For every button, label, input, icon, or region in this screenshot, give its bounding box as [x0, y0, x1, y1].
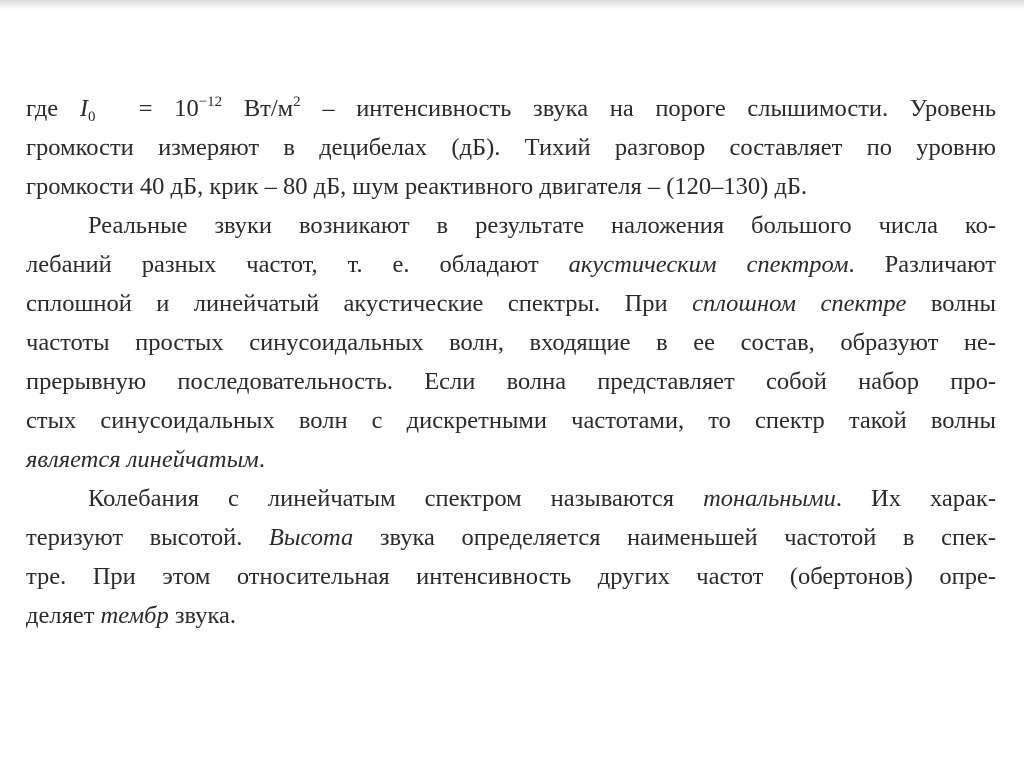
unit-exponent: 2	[293, 94, 301, 110]
term-pitch: Высота	[268, 524, 354, 551]
p3-line-4: деляет тембр звука.	[26, 602, 237, 629]
term-acoustic-spectrum: акустическим спектром	[568, 251, 849, 278]
p1-line-1: где $I_0 = 10^{-12}$ $Вт/м^2$ – интенсивность звука на пороге слышимости. Уровень	[26, 94, 997, 125]
intensity-symbol: I	[79, 95, 88, 122]
p2-line-2: лебаний разных частот, т. е. обладают акустическим спектром. Различают	[26, 251, 996, 278]
text-body	[26, 89, 996, 635]
p2-line-5: прерывную последовательность. Если волна представляет собой набор про-	[26, 368, 996, 395]
p1-line-3: громкости 40 дБ, крик – 80 дБ, шум реактивного двигателя – (120–130) дБ.	[26, 173, 808, 200]
intensity-subscript: 0	[87, 109, 96, 125]
p2-line-6: стых синусоидальных волн с дискретными частотами, то спектр такой волны	[26, 407, 996, 434]
p1-line-2: громкости измеряют в децибелах (дБ). Тихий разговор составляет по уровню	[26, 134, 996, 161]
p3-line-2: теризуют высотой. Высота звука определяется наименьшей частотой в спек-	[26, 524, 996, 551]
term-line-spectrum: является линейчатым	[26, 446, 259, 473]
term-timbre: тембр	[100, 602, 169, 629]
p2-line-7: является линейчатым.	[26, 446, 265, 473]
term-continuous-spectrum: сплошном спектре	[692, 290, 907, 317]
p2-line-1: Реальные звуки возникают в результате наложения большого числа ко-	[88, 212, 996, 239]
p2-line-3: сплошной и линейчатый акустические спектры. При сплошном спектре волны	[26, 290, 997, 317]
p3-line-1: Колебания с линейчатым спектром называются тональными. Их харак-	[88, 485, 996, 512]
term-tonal: тональными	[703, 485, 836, 512]
exponent: −12	[198, 94, 223, 110]
p3-line-3: тре. При этом относительная интенсивность других частот (обертонов) опре-	[26, 563, 996, 590]
p2-line-4: частоты простых синусоидальных волн, входящие в ее состав, образуют не-	[26, 329, 996, 356]
top-shadow	[0, 0, 1024, 10]
